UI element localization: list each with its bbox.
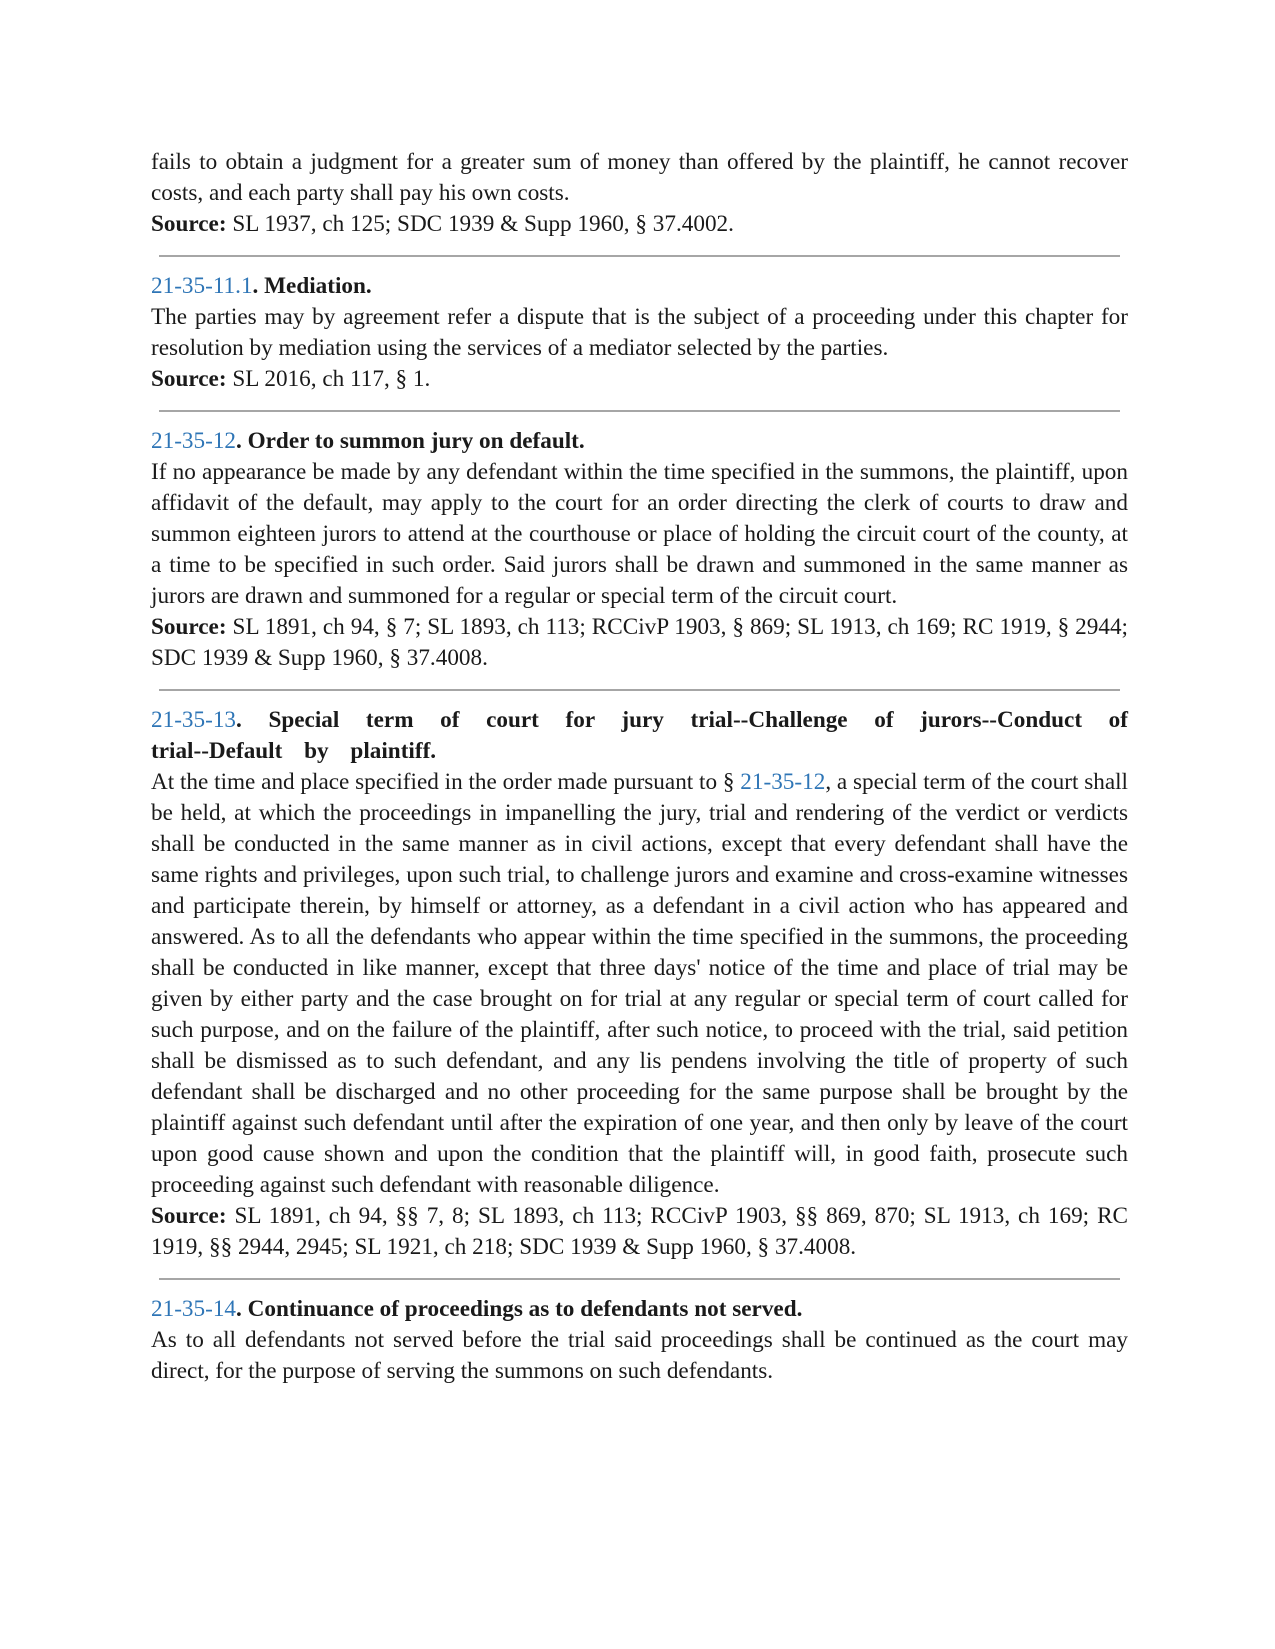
section-title: . Mediation. [252, 273, 372, 299]
source-text: SL 1937, ch 125; SDC 1939 & Supp 1960, § 37.4002. [226, 211, 734, 237]
section-source [151, 1201, 1128, 1263]
source-text: SL 1891, ch 94, §§ 7, 8; SL 1893, ch 113; RCCivP 1903, §§ 869, 870; SL 1913, ch 169; RC 1919, §§ 2944, 2945; SL 1921, ch 218; SDC 1939 & Supp 1960, § 37.4008. [151, 1203, 1128, 1260]
cross-reference-link[interactable]: 21-35-12 [740, 769, 826, 795]
intro-source [151, 209, 1128, 240]
section-21-35-12 [151, 426, 1128, 674]
source-label: Source: [151, 211, 227, 237]
section-divider [159, 689, 1120, 691]
section-21-35-13 [151, 705, 1128, 1263]
section-number-link[interactable]: 21-35-14 [151, 1296, 237, 1322]
section-source [151, 612, 1128, 674]
source-label: Source: [151, 614, 227, 640]
section-divider [159, 1278, 1120, 1280]
section-source [151, 364, 1128, 395]
section-title: . Order to summon jury on default. [236, 428, 585, 454]
source-label: Source: [151, 366, 227, 392]
body-text-before-link: At the time and place specified in the order made pursuant to § [151, 769, 741, 795]
section-title: . Continuance of proceedings as to defendants not served. [236, 1296, 803, 1322]
source-label: Source: [151, 1203, 227, 1229]
source-text: SL 1891, ch 94, § 7; SL 1893, ch 113; RCCivP 1903, § 869; SL 1913, ch 169; RC 1919, § 2944; SDC 1939 & Supp 1960, § 37.4008. [151, 614, 1128, 671]
section-divider [159, 410, 1120, 412]
source-text: SL 2016, ch 117, § 1. [226, 366, 431, 392]
section-body: As to all defendants not served before the trial said proceedings shall be continued as the court may direct, for the purpose of serving the summons on such defendants. [151, 1327, 1128, 1384]
section-body: If no appearance be made by any defendant within the time specified in the summons, the plaintiff, upon affidavit of the default, may apply to the court for an order directing the clerk of courts to draw and summon eighteen jurors to attend at the courthouse or place of holding the circuit court of the county, at a time to be specified in such order. Said jurors shall be drawn and summoned in the same manner as jurors are drawn and summoned for a regular or special term of the circuit court. [151, 459, 1128, 609]
section-heading [151, 271, 1128, 302]
statute-page [151, 147, 1128, 1387]
section-heading [151, 705, 1128, 767]
section-body: The parties may by agreement refer a dispute that is the subject of a proceeding under this chapter for resolution by mediation using the services of a mediator selected by the parties. [151, 304, 1128, 361]
section-heading [151, 1294, 1128, 1325]
section-title: . Special term of court for jury trial--Challenge of jurors--Conduct of trial--Default by plaintiff. [151, 707, 1128, 764]
body-text-after-link: , a special term of the court shall be held, at which the proceedings in impanelling the jury, trial and rendering of the verdict or verdicts shall be conducted in the same manner as in civil actions, except that every defendant shall have the same rights and privileges, upon such trial, to challenge jurors and examine and cross-examine witnesses and participate therein, by himself or attorney, as a defendant in a civil action who has appeared and answered. As to all the defendants who appear within the time specified in the summons, the proceeding shall be conducted in like manner, except that three days' notice of the time and place of trial may be given by either party and the case brought on for trial at any regular or special term of court called for such purpose, and on the failure of the plaintiff, after such notice, to proceed with the trial, said petition shall be dismissed as to such defendant, and any lis pendens involving the title of property of such defendant shall be discharged and no other proceeding for the same purpose shall be brought by the plaintiff against such defendant until after the expiration of one year, and then only by leave of the court upon good cause shown and upon the condition that the plaintiff will, in good faith, prosecute such proceeding against such defendant with reasonable diligence. [151, 769, 1128, 1198]
section-21-35-11-1 [151, 271, 1128, 395]
section-heading [151, 426, 1128, 457]
section-divider [159, 255, 1120, 257]
section-number-link[interactable]: 21-35-13 [151, 707, 237, 733]
section-number-link[interactable]: 21-35-12 [151, 428, 237, 454]
intro-body: fails to obtain a judgment for a greater sum of money than offered by the plaintiff, he cannot recover costs, and each party shall pay his own costs. [151, 149, 1128, 206]
section-body [151, 767, 1128, 1201]
section-21-35-14 [151, 1294, 1128, 1387]
section-number-link[interactable]: 21-35-11.1 [151, 273, 253, 299]
